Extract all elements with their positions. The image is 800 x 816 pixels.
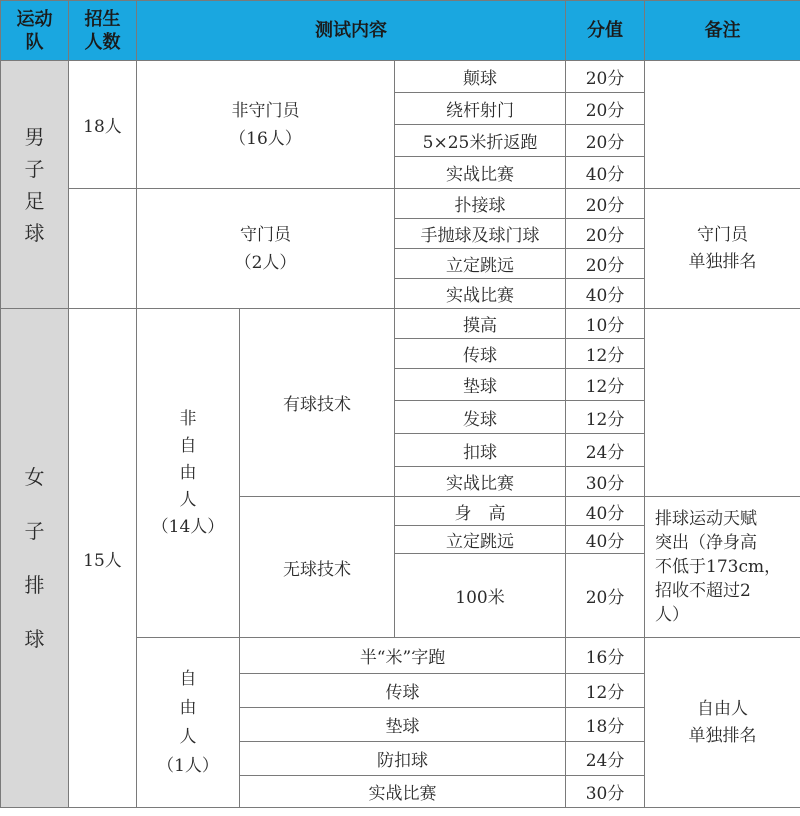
test-score: 40分 — [566, 526, 645, 554]
test-item: 防扣球 — [240, 742, 566, 776]
subgroup-ball-skills: 有球技术 — [240, 309, 395, 497]
test-score: 10分 — [566, 309, 645, 339]
test-score: 40分 — [566, 157, 645, 189]
enrollment-girls-volleyball: 15人 — [69, 309, 137, 808]
test-item: 实战比赛 — [240, 776, 566, 808]
table-row — [1, 61, 800, 93]
header-sport-team: 运动 队 — [1, 1, 69, 61]
group-libero: 自 由 人 （1人） — [137, 638, 240, 808]
header-score: 分值 — [566, 1, 645, 61]
test-score: 40分 — [566, 497, 645, 526]
test-score: 24分 — [566, 742, 645, 776]
table-row — [1, 309, 800, 339]
sport-boys-football: 男 子 足 球 — [1, 61, 69, 309]
remark-libero: 自由人 单独排名 — [645, 638, 800, 808]
header-remarks: 备注 — [645, 1, 800, 61]
group-goalkeeper: 守门员 （2人） — [137, 189, 395, 309]
test-item: 传球 — [240, 674, 566, 708]
test-item: 扑接球 — [395, 189, 566, 219]
test-item: 绕杆射门 — [395, 93, 566, 125]
test-item: 实战比赛 — [395, 467, 566, 497]
test-score: 40分 — [566, 279, 645, 309]
test-item: 垫球 — [240, 708, 566, 742]
test-score: 12分 — [566, 401, 645, 434]
test-item: 实战比赛 — [395, 279, 566, 309]
test-item: 传球 — [395, 339, 566, 369]
test-item: 实战比赛 — [395, 157, 566, 189]
test-score: 20分 — [566, 554, 645, 638]
test-item: 立定跳远 — [395, 526, 566, 554]
test-score: 12分 — [566, 339, 645, 369]
test-score: 20分 — [566, 219, 645, 249]
test-score: 12分 — [566, 674, 645, 708]
table-row — [1, 189, 800, 219]
test-score: 20分 — [566, 61, 645, 93]
test-item: 5×25米折返跑 — [395, 125, 566, 157]
test-score: 24分 — [566, 434, 645, 467]
test-score: 18分 — [566, 708, 645, 742]
subgroup-no-ball-skills: 无球技术 — [240, 497, 395, 638]
remark-empty — [645, 61, 800, 189]
test-item: 身 高 — [395, 497, 566, 526]
test-item: 发球 — [395, 401, 566, 434]
sport-girls-volleyball: 女 子 排 球 — [1, 309, 69, 808]
header-test-content: 测试内容 — [137, 1, 566, 61]
header-enrollment: 招生 人数 — [69, 1, 137, 61]
test-item: 半“米”字跑 — [240, 638, 566, 674]
test-score: 30分 — [566, 467, 645, 497]
test-item: 手抛球及球门球 — [395, 219, 566, 249]
test-item: 100米 — [395, 554, 566, 638]
group-non-goalkeeper: 非守门员 （16人） — [137, 61, 395, 189]
test-score: 20分 — [566, 125, 645, 157]
test-item: 颠球 — [395, 61, 566, 93]
remark-volleyball-talent: 排球运动天赋 突出（净身高 不低于173cm， 招收不超过2 人） — [645, 497, 800, 638]
test-item: 垫球 — [395, 369, 566, 401]
test-item: 摸高 — [395, 309, 566, 339]
group-non-libero: 非 自 由 人 （14人） — [137, 309, 240, 638]
test-score: 30分 — [566, 776, 645, 808]
test-item: 立定跳远 — [395, 249, 566, 279]
test-score: 20分 — [566, 189, 645, 219]
enrollment-boys-football: 18人 — [69, 61, 137, 189]
test-score: 12分 — [566, 369, 645, 401]
remark-empty — [645, 309, 800, 497]
test-score: 20分 — [566, 93, 645, 125]
remark-goalkeeper: 守门员 单独排名 — [645, 189, 800, 309]
test-score: 20分 — [566, 249, 645, 279]
header-row — [1, 1, 800, 61]
test-score: 16分 — [566, 638, 645, 674]
enrollment-empty — [69, 189, 137, 309]
test-item: 扣球 — [395, 434, 566, 467]
